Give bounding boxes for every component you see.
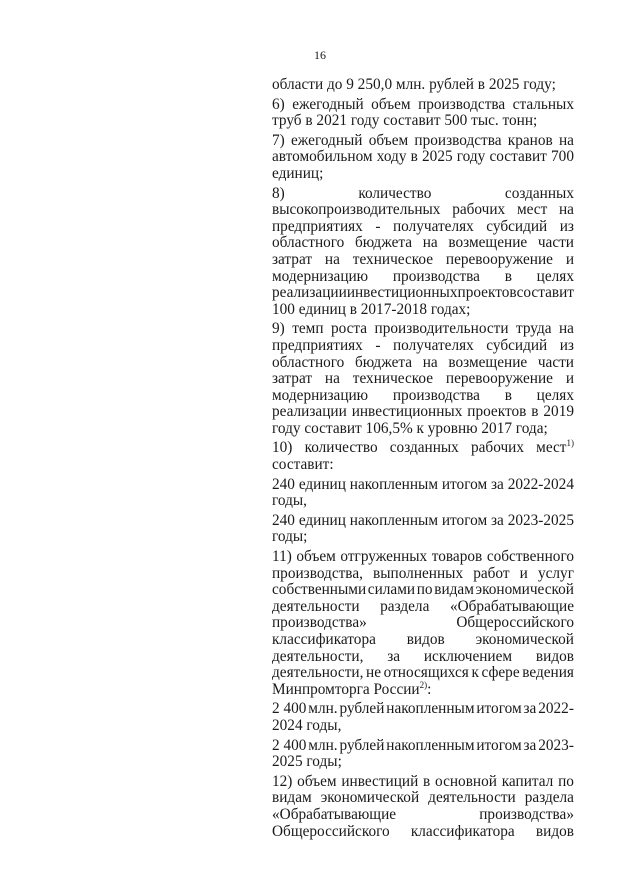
word: областного xyxy=(272,234,345,252)
word: 2 400 xyxy=(272,736,307,754)
word: количество xyxy=(358,184,432,202)
word: производства, xyxy=(272,564,363,582)
word: на xyxy=(558,320,574,338)
text-line xyxy=(272,202,574,219)
word: стальных xyxy=(512,95,574,113)
word: рабочих xyxy=(470,439,524,457)
text-line: 2024 годы, xyxy=(272,716,342,734)
text-line xyxy=(272,186,574,203)
text-line xyxy=(272,679,574,699)
word: 700 xyxy=(551,148,574,166)
word: высокопроизводительных xyxy=(272,201,441,219)
word: объем xyxy=(296,548,336,566)
text-line xyxy=(272,738,574,755)
text-line xyxy=(272,701,574,718)
text-line xyxy=(272,807,574,824)
word: производства xyxy=(392,386,480,404)
paragraph-item-6 xyxy=(272,97,574,130)
text-line xyxy=(272,632,574,649)
text-line xyxy=(272,615,574,632)
word: областного xyxy=(272,353,345,371)
word: относящихся xyxy=(383,664,469,682)
text-line: составит: xyxy=(272,456,334,474)
paragraph-item-12 xyxy=(272,774,574,840)
word: затрат xyxy=(272,370,313,388)
word: в xyxy=(504,386,512,404)
word: экономической xyxy=(320,789,420,807)
text-line xyxy=(272,388,574,405)
word: за xyxy=(490,475,504,493)
word: накопленным xyxy=(349,475,439,493)
word: созданных xyxy=(504,184,574,202)
word: объем xyxy=(368,131,409,149)
word: Общероссийского xyxy=(272,822,390,840)
word: роста xyxy=(330,320,368,338)
word: бюджета xyxy=(355,353,413,371)
word: раздела xyxy=(380,597,430,615)
text-line xyxy=(272,404,574,421)
text-line xyxy=(272,321,574,338)
word: из xyxy=(559,336,574,354)
word: млн. xyxy=(308,736,338,754)
word: «Обрабатывающие xyxy=(272,805,397,823)
document-body xyxy=(272,77,574,843)
word: собственными xyxy=(272,581,367,599)
word: субсидий xyxy=(486,217,548,235)
paragraph-sub-2023-rub xyxy=(272,738,574,771)
word: за xyxy=(387,647,401,665)
text-line xyxy=(272,97,574,114)
text-line xyxy=(272,549,574,566)
word: труда xyxy=(515,320,552,338)
word: основной xyxy=(435,772,497,790)
word: целях xyxy=(536,267,574,285)
word: году xyxy=(456,148,486,166)
word: возмещение xyxy=(448,353,528,371)
word: за xyxy=(523,736,537,754)
text-run: Минпромторга России xyxy=(272,680,420,698)
word: 2019 xyxy=(543,403,574,421)
word: единиц xyxy=(298,475,346,493)
word: объем xyxy=(297,772,337,790)
word: 7) xyxy=(272,131,285,149)
word: работ xyxy=(473,564,510,582)
word: классификатора xyxy=(410,822,515,840)
paragraph-item-7 xyxy=(272,133,574,183)
word: классификатора xyxy=(272,631,376,648)
word: деятельности, xyxy=(272,664,364,682)
paragraph-sub-2022-rub xyxy=(272,701,574,734)
word: производства xyxy=(414,131,502,149)
word: на xyxy=(559,201,574,219)
paragraph-sub-2022 xyxy=(272,477,574,510)
word: части xyxy=(537,353,574,371)
paragraph-sub-2023 xyxy=(272,513,574,546)
word: кранов xyxy=(507,131,553,149)
word: экономической xyxy=(475,581,574,599)
word: итогом xyxy=(441,511,488,529)
word: темп xyxy=(292,320,324,338)
text-line xyxy=(272,774,574,791)
word: итогом xyxy=(441,475,488,493)
word: 6) xyxy=(272,95,285,113)
word: предприятиях xyxy=(272,217,363,235)
text-line xyxy=(272,338,574,355)
word: капитал xyxy=(501,772,554,790)
word: объем xyxy=(371,95,411,113)
footnote-marker: 1) xyxy=(566,438,574,449)
word: рублей xyxy=(339,700,385,718)
word: - xyxy=(375,217,381,235)
text-line xyxy=(272,477,574,494)
paragraph-item-9 xyxy=(272,321,574,437)
word: за xyxy=(523,700,537,718)
word: субсидий xyxy=(486,336,548,354)
paragraph-item-11 xyxy=(272,549,574,698)
text-line xyxy=(272,566,574,583)
word: в xyxy=(410,148,418,166)
word: на xyxy=(422,234,438,252)
word: модернизацию xyxy=(272,267,369,285)
text-line xyxy=(272,285,574,302)
text-line xyxy=(272,824,574,841)
word: реализации xyxy=(272,403,347,421)
word: ходу xyxy=(376,148,407,166)
word: за xyxy=(490,511,504,529)
word: 2025 xyxy=(422,148,453,166)
word: по xyxy=(558,772,574,790)
text-line xyxy=(272,149,574,166)
text-line xyxy=(272,599,574,616)
word: 8) xyxy=(272,184,285,202)
text-line: году составит 106,5% к уровню 2017 года; xyxy=(272,419,548,437)
word: из xyxy=(559,217,574,235)
word: и xyxy=(519,564,528,582)
word: бюджета xyxy=(355,234,413,252)
word: раздела xyxy=(524,789,574,807)
word: видов xyxy=(535,822,574,840)
word: на xyxy=(558,131,574,149)
word: 2023- xyxy=(538,736,574,754)
word: производства» xyxy=(479,805,574,823)
word: инвестиционных xyxy=(351,403,463,421)
word: автомобильном xyxy=(272,148,373,166)
word: и xyxy=(565,370,574,388)
word: мест xyxy=(516,201,548,219)
word: производительности xyxy=(374,320,509,338)
word: проектов xyxy=(457,284,517,302)
text-line xyxy=(272,582,574,599)
word: 240 xyxy=(272,511,295,529)
page-number: 16 xyxy=(314,48,326,62)
word: накопленным xyxy=(386,736,475,754)
word: реализации xyxy=(272,284,347,302)
word: составит xyxy=(489,148,547,166)
text-line: области до 9 250,0 млн. рублей в 2025 году; xyxy=(272,76,556,93)
text-run: : xyxy=(427,680,432,698)
word: 240 xyxy=(272,475,295,493)
word: рублей xyxy=(339,736,385,754)
word: 12) xyxy=(272,772,293,790)
text-line xyxy=(272,790,574,807)
text-line xyxy=(272,513,574,530)
word: инвестиций xyxy=(341,772,419,790)
footnote-marker: 2) xyxy=(419,679,428,690)
word: целях xyxy=(536,386,574,404)
word: и xyxy=(565,250,574,268)
word: 2022- xyxy=(538,700,574,718)
word: на xyxy=(324,250,340,268)
word: видам xyxy=(434,581,474,599)
text-line: единиц; xyxy=(272,164,324,182)
word: 11) xyxy=(272,548,292,566)
word: производства xyxy=(418,95,506,113)
word: по xyxy=(416,581,433,599)
text-line: годы, xyxy=(272,492,307,510)
text-line xyxy=(272,649,574,666)
word: к xyxy=(471,664,479,682)
paragraph-continuation xyxy=(272,77,574,94)
word: в xyxy=(504,267,512,285)
word: товаров xyxy=(431,548,483,566)
paragraph-item-10 xyxy=(272,440,574,473)
word: видов xyxy=(535,647,574,665)
word: услуг xyxy=(537,564,574,582)
text-line: годы; xyxy=(272,528,308,546)
word: отгруженных xyxy=(340,548,428,566)
text-line xyxy=(272,235,574,252)
word: ведения xyxy=(522,664,574,682)
word: техническое xyxy=(352,250,434,268)
word: 2 400 xyxy=(272,700,307,718)
text-line xyxy=(272,219,574,236)
word: - xyxy=(375,336,381,354)
word: производства» xyxy=(272,614,367,632)
word: в xyxy=(423,772,431,790)
text-line xyxy=(272,133,574,150)
word: перевооружение xyxy=(445,370,553,388)
word: экономической xyxy=(475,631,574,648)
text-line: 2025 годы; xyxy=(272,753,342,771)
word: деятельности xyxy=(272,597,360,615)
word: модернизацию xyxy=(272,386,369,404)
word: 9) xyxy=(272,320,285,338)
word: получателях xyxy=(392,336,474,354)
word: сфере xyxy=(481,664,520,682)
word: созданных xyxy=(389,439,459,457)
word: деятельности xyxy=(428,789,516,807)
text-line xyxy=(272,269,574,286)
word: ежегодный xyxy=(291,131,363,149)
word: видов xyxy=(406,631,445,648)
word: «Обрабатывающие xyxy=(449,597,574,615)
word: 2022-2024 xyxy=(507,475,574,493)
word: в xyxy=(531,403,539,421)
word: итогом xyxy=(476,700,522,718)
text-line xyxy=(272,355,574,372)
word: проектов xyxy=(467,403,527,421)
word: перевооружение xyxy=(445,250,553,268)
word: накопленным xyxy=(349,511,439,529)
word: собственного xyxy=(486,548,574,566)
word: рабочих xyxy=(452,201,506,219)
word: млн. xyxy=(308,700,338,718)
word: 2023-2025 xyxy=(507,511,574,529)
word: на xyxy=(324,370,340,388)
word: инвестиционных xyxy=(346,284,458,302)
word: Общероссийского xyxy=(456,614,574,632)
word: мест xyxy=(536,439,567,457)
word: техническое xyxy=(352,370,434,388)
word: производства xyxy=(392,267,480,285)
word: накопленным xyxy=(386,700,475,718)
text-line: труб в 2021 году составит 500 тыс. тонн; xyxy=(272,112,538,130)
word: возмещение xyxy=(448,234,528,252)
word: силами xyxy=(367,581,416,599)
word-with-footnote xyxy=(536,440,574,457)
text-line xyxy=(272,252,574,269)
text-line: 100 единиц в 2017-2018 годах; xyxy=(272,300,471,318)
word: деятельности, xyxy=(272,647,364,665)
word: видам xyxy=(272,789,312,807)
text-line xyxy=(272,371,574,388)
text-line xyxy=(272,440,574,457)
word: 10) xyxy=(272,439,293,457)
word: выполненных xyxy=(373,564,464,582)
word: единиц xyxy=(298,511,346,529)
word: итогом xyxy=(476,736,522,754)
word: не xyxy=(366,664,382,682)
word: на xyxy=(422,353,438,371)
word: получателях xyxy=(392,217,474,235)
word: части xyxy=(537,234,574,252)
word: ежегодный xyxy=(292,95,364,113)
paragraph-item-8 xyxy=(272,186,574,319)
word: составит xyxy=(516,284,574,302)
word: предприятиях xyxy=(272,336,363,354)
word: исключением xyxy=(423,647,513,665)
word: количество xyxy=(304,439,378,457)
word: затрат xyxy=(272,250,313,268)
